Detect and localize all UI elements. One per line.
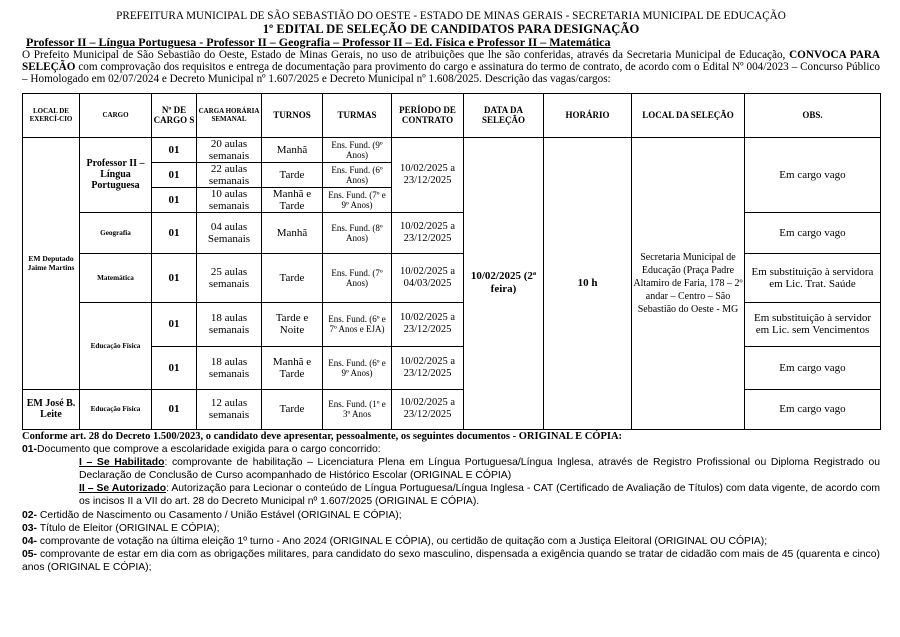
turno-cell: Tarde	[262, 253, 323, 302]
turno-cell: Manhã e Tarde	[262, 187, 323, 212]
data-selecao: 10/02/2025 (2ª feira)	[464, 137, 544, 429]
turno-cell: Manhã	[262, 137, 323, 162]
periodo-cell: 10/02/2025 a 23/12/2025	[392, 212, 464, 253]
carga-cell: 04 aulas Semanais	[197, 212, 262, 253]
intro-part1: O Prefeito Municipal de São Sebastião do Oeste, Estado de Minas Gerais, no uso de atribuições que lhe são conferidas, através da Secretaria Municipal de Educação,	[22, 49, 786, 61]
obs-cell: Em cargo vago	[745, 346, 881, 389]
header-data: DATA DA SELEÇÃO	[464, 93, 544, 137]
edital-title: 1º EDITAL DE SELEÇÃO DE CANDIDATOS PARA DESIGNAÇÃO	[262, 22, 640, 36]
ncargos-cell: 01	[152, 187, 197, 212]
autorizado-text: : Autorização para Lecionar o conteúdo de Língua Portuguesa/Língua Inglesa - CAT (Certificado de Avaliação de Títulos) com data vigente, de acordo com os incisos II a VII do art. 28 do Decreto Municipal nº 1.607/2025 (ORIGINAL E CÓPIA).	[79, 483, 880, 508]
doc-autorizado	[22, 482, 880, 508]
ncargos-cell: 01	[152, 162, 197, 187]
turma-cell: Ens. Fund. (8º Anos)	[323, 212, 392, 253]
doc-text: Documento que comprove a escolaridade exigida para o cargo concorrido:	[37, 443, 381, 455]
doc-text: Título de Eleitor (ORIGINAL E CÓPIA);	[37, 522, 220, 534]
ncargos-cell: 01	[152, 389, 197, 429]
turno-cell: Tarde e Noite	[262, 302, 323, 346]
horario-cell: 10 h	[544, 137, 632, 429]
local-exercicio: EM José B. Leite	[23, 389, 80, 429]
carga-cell: 12 aulas semanais	[197, 389, 262, 429]
turno-cell: Tarde	[262, 162, 323, 187]
ncargos-cell: 01	[152, 346, 197, 389]
obs-cell: Em cargo vago	[745, 212, 881, 253]
table-row	[23, 253, 881, 302]
doc-number: 02-	[22, 509, 38, 521]
carga-cell: 18 aulas semanais	[197, 346, 262, 389]
header-line: PREFEITURA MUNICIPAL DE SÃO SEBASTIÃO DO OESTE - ESTADO DE MINAS GERAIS - SECRETARIA MUNICIPAL DE EDUCAÇÃO	[116, 10, 786, 22]
doc-number: 01-	[22, 443, 38, 455]
doc-item-03	[22, 522, 880, 535]
obs-cell: Em cargo vago	[745, 137, 881, 212]
doc-item-02	[22, 509, 880, 522]
table-row	[23, 137, 881, 162]
periodo-cell: 10/02/2025 a 23/12/2025	[392, 302, 464, 346]
intro-paragraph	[22, 49, 880, 86]
periodo-cell: 10/02/2025 a 23/12/2025	[392, 389, 464, 429]
conforme-paragraph: Conforme art. 28 do Decreto 1.500/2023, o candidato deve apresentar, pessoalmente, os seguintes documentos - ORIGINAL E CÓPIA:	[22, 430, 623, 442]
carga-cell: 25 aulas semanais	[197, 253, 262, 302]
ncargos-cell: 01	[152, 137, 197, 162]
turma-cell: Ens. Fund. (6º e 9º Anos)	[323, 346, 392, 389]
obs-cell: Em substituição à servidora em Lic. Trat. Saúde	[745, 253, 881, 302]
habilitado-text: : comprovante de habilitação – Licenciatura Plena em Língua Portuguesa/Língua Inglesa, através de Registro Profissional ou Diploma Registrado ou Declaração de Conclusão de Curso acompanhado de Histórico Escolar (ORIGINAL E CÓPIA)	[79, 456, 881, 482]
doc-habilitado	[22, 456, 880, 482]
periodo-cell: 10/02/2025 a 23/12/2025	[392, 346, 464, 389]
carga-cell: 10 aulas semanais	[197, 187, 262, 212]
header-turnos: TURNOS	[262, 93, 323, 137]
turma-cell: Ens. Fund. (1º e 3º Anos	[323, 389, 392, 429]
turma-cell: Ens. Fund. (9º Anos)	[323, 137, 392, 162]
doc-number: 03-	[22, 522, 38, 534]
doc-text: Certidão de Nascimento ou Casamento / União Estável (ORIGINAL E CÓPIA);	[37, 509, 402, 521]
table-header-row	[23, 93, 881, 137]
intro-part2: com comprovação dos requisitos e entrega de documentação para provimento do cargo e assinatura do termo de contrato, de acordo com o Edital Nº 004/2023 – Concurso Público – Homologado em 02/07/2024 e Decreto Municipal nº 1.607/2025 e Decreto Municipal nº 1.608/2025. Descrição das vagas/cargos:	[22, 61, 881, 86]
turma-cell: Ens. Fund. (6º e 7º Anos e EJA)	[323, 302, 392, 346]
turno-cell: Tarde	[262, 389, 323, 429]
table-row	[23, 346, 881, 389]
autorizado-label: II – Se Autorizado	[79, 483, 167, 495]
turma-cell: Ens. Fund. (7º Anos)	[323, 253, 392, 302]
doc-text: comprovante de votação na última eleição 1º turno - Ano 2024 (ORIGINAL E CÓPIA), ou certidão de quitação com a Justiça Eleitoral (ORIGINAL OU CÓPIA);	[37, 536, 768, 548]
header-carga: CARGA HORÁRIA SEMANAL	[197, 93, 262, 137]
header-periodo: PERÍODO DE CONTRATO	[392, 93, 464, 137]
turma-cell: Ens. Fund. (6º Anos)	[323, 162, 392, 187]
carga-cell: 18 aulas semanais	[197, 302, 262, 346]
habilitado-label: I – Se Habilitado	[79, 456, 165, 468]
periodo-cell: 10/02/2025 a 04/03/2025	[392, 253, 464, 302]
header-horario: HORÁRIO	[544, 93, 632, 137]
header-local: LOCAL DE EXERCÍ-CIO	[23, 93, 80, 137]
turno-cell: Manhã e Tarde	[262, 346, 323, 389]
header-ncargos: Nº DE CARGO S	[152, 93, 197, 137]
table-row	[23, 389, 881, 429]
header-cargo: CARGO	[80, 93, 152, 137]
header-local-selecao: LOCAL DA SELEÇÃO	[632, 93, 745, 137]
doc-text: comprovante de estar em dia com as obrigações militares, para candidato do sexo masculino, dispensada a exigência quando se tratar de cidadão com mais de 45 (quarenta e cinco) anos (ORIGINAL E CÓPIA);	[22, 549, 880, 574]
cargo-cell: Professor II – Língua Portuguesa	[80, 137, 152, 212]
doc-number: 05-	[22, 549, 38, 561]
doc-item-05	[22, 548, 880, 574]
cargo-cell: Educação Física	[80, 302, 152, 389]
periodo-cell: 10/02/2025 a 23/12/2025	[392, 137, 464, 212]
doc-item-01	[22, 443, 880, 456]
table-row	[23, 212, 881, 253]
table-row	[23, 302, 881, 346]
local-exercicio: EM Deputado Jaime Martins	[23, 137, 80, 389]
obs-cell: Em substituição à servidor em Lic. sem Vencimentos	[745, 302, 881, 346]
cargo-cell: Matemática	[80, 253, 152, 302]
ncargos-cell: 01	[152, 212, 197, 253]
edital-subtitle: Professor II – Língua Portuguesa - Professor II – Geografia – Professor II – Ed. Física e Professor II – Matemática	[26, 35, 611, 49]
ncargos-cell: 01	[152, 253, 197, 302]
turno-cell: Manhã	[262, 212, 323, 253]
doc-item-04	[22, 535, 880, 548]
header-obs: OBS.	[745, 93, 881, 137]
header-turmas: TURMAS	[323, 93, 392, 137]
vacancy-table	[22, 93, 881, 430]
intro-bold: CONVOCA PARA SELEÇÃO	[22, 49, 880, 74]
carga-cell: 20 aulas semanais	[197, 137, 262, 162]
turma-cell: Ens. Fund. (7º e 9º Anos)	[323, 187, 392, 212]
carga-cell: 22 aulas semanais	[197, 162, 262, 187]
doc-number: 04-	[22, 536, 38, 548]
obs-cell: Em cargo vago	[745, 389, 881, 429]
cargo-cell: Geografia	[80, 212, 152, 253]
cargo-cell: Educação Física	[80, 389, 152, 429]
local-selecao: Secretaria Municipal de Educação (Praça Padre Altamiro de Faria, 178 – 2º andar – Centro – São Sebastião do Oeste - MG	[632, 137, 745, 429]
ncargos-cell: 01	[152, 302, 197, 346]
